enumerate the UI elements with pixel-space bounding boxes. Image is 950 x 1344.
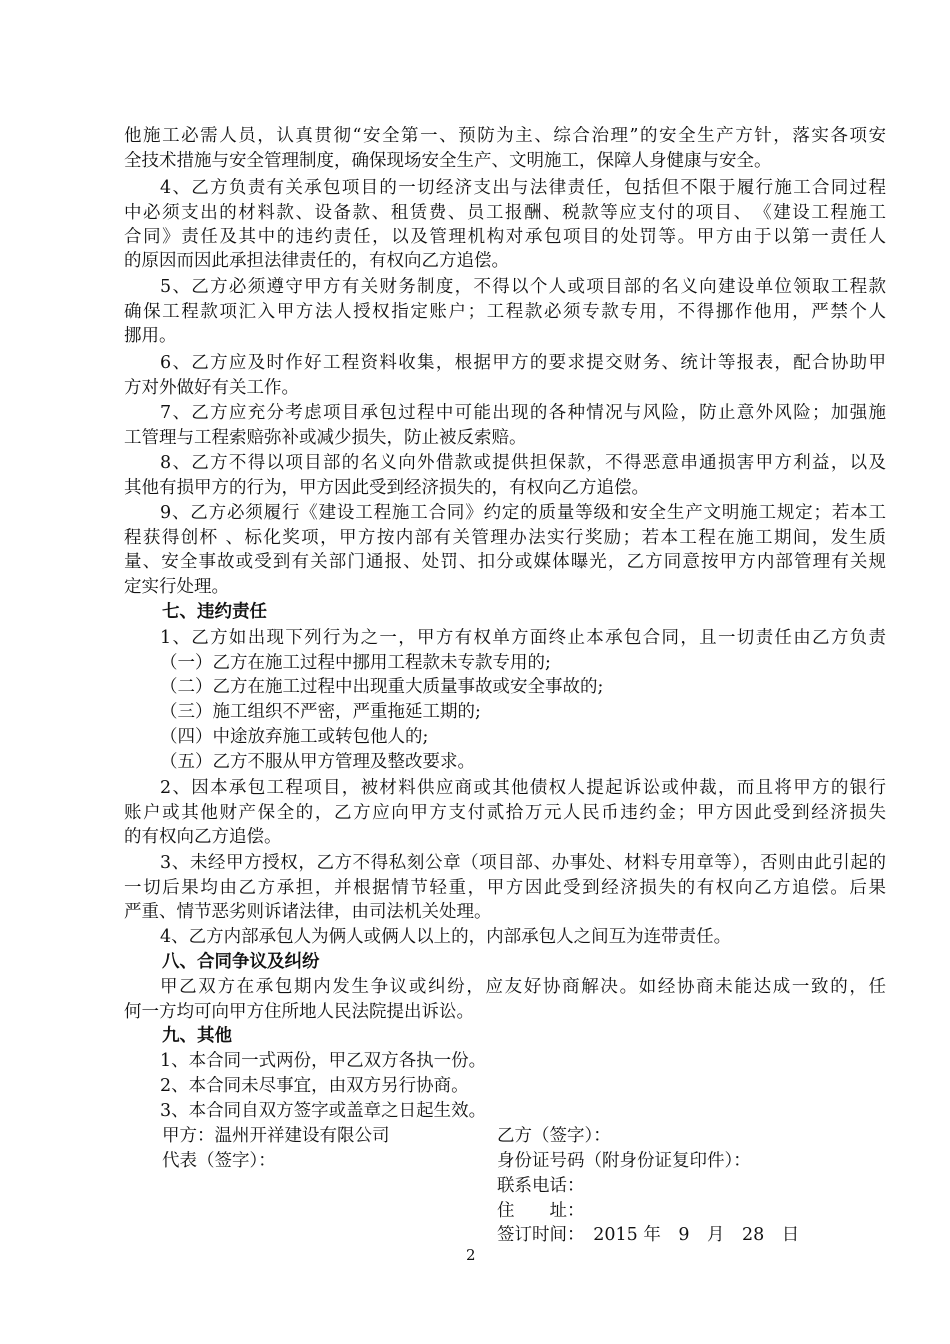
paragraph-line: 9、乙方必须履行《建设工程施工合同》约定的质量等级和安全生产文明施工规定；若本工: [160, 503, 886, 523]
phone-field: 联系电话：: [497, 1176, 585, 1196]
list-item: （三）施工组织不严密，严重拖延工期的;: [160, 702, 481, 722]
paragraph-line: 严重、情节恶劣则诉诸法律，由司法机关处理。: [124, 902, 492, 922]
paragraph-line: 甲乙双方在承包期内发生争议或纠纷，应友好协商解决。如经协商未能达成一致的，任: [160, 977, 886, 997]
paragraph-line: 他施工必需人员，认真贯彻“安全第一、预防为主、综合治理”的安全生产方针，落实各项安: [124, 126, 886, 146]
paragraph-line: 一切后果均由乙方承担，并根据情节轻重，甲方因此受到经济损失的有权向乙方追偿。后果: [124, 878, 886, 898]
paragraph-line: 其他有损甲方的行为，甲方因此受到经济损失的，有权向乙方追偿。: [124, 478, 649, 498]
paragraph-line: 8、乙方不得以项目部的名义向外借款或提供担保款，不得恶意串通损害甲方利益，以及: [160, 453, 886, 473]
paragraph-line: 确保工程款项汇入甲方法人授权指定账户；工程款必须专款专用，不得挪作他用，严禁个人: [124, 302, 886, 322]
section-heading: 八、合同争议及纠纷: [162, 952, 320, 972]
paragraph-line: 中必须支出的材料款、设备款、租赁费、员工报酬、税款等应支付的项目、 《建设工程施工: [124, 203, 886, 223]
paragraph-line: 程获得创杯 、标化奖项，甲方按内部有关管理办法实行奖励；若本工程在施工期间，发生质: [124, 528, 886, 548]
paragraph-line: 量、安全事故或受到有关部门通报、处罚、扣分或媒体曝光，乙方同意按甲方内部管理有关规: [124, 552, 886, 572]
paragraph-line: 4、乙方内部承包人为俩人或俩人以上的，内部承包人之间互为连带责任。: [160, 927, 732, 947]
section-heading: 七、违约责任: [162, 602, 267, 622]
paragraph-line: 7、乙方应充分考虑项目承包过程中可能出现的各种情况与风险，防止意外风险；加强施: [160, 403, 886, 423]
list-item: 1、本合同一式两份，甲乙双方各执一份。: [160, 1051, 487, 1071]
paragraph-line: 4、乙方负责有关承包项目的一切经济支出与法律责任，包括但不限于履行施工合同过程: [160, 178, 886, 198]
paragraph-line: 6、乙方应及时作好工程资料收集，根据甲方的要求提交财务、统计等报表，配合协助甲: [160, 353, 886, 373]
list-item: 3、本合同自双方签字或盖章之日起生效。: [160, 1101, 487, 1121]
signing-date: 签订时间： 2015 年 9 月 28 日: [497, 1225, 800, 1245]
id-number-field: 身份证号码（附身份证复印件）：: [497, 1151, 751, 1171]
paragraph-line: 挪用。: [124, 326, 177, 346]
paragraph-line: 全技术措施与安全管理制度，确保现场安全生产、文明施工，保障人身健康与安全。: [124, 151, 772, 171]
page-number: 2: [466, 1246, 476, 1264]
paragraph-line: 的原因而因此承担法律责任的，有权向乙方追偿。: [124, 251, 509, 271]
paragraph-line: 定实行处理。: [124, 577, 229, 597]
list-item: （四）中途放弃施工或转包他人的;: [160, 727, 429, 747]
list-item: （二）乙方在施工过程中出现重大质量事故或安全事故的;: [160, 677, 604, 697]
paragraph-line: 的有权向乙方追偿。: [124, 827, 282, 847]
party-a: 甲方：温州开祥建设有限公司: [162, 1126, 390, 1146]
list-item: （一）乙方在施工过程中挪用工程款未专款专用的;: [160, 653, 551, 673]
section-heading: 九、其他: [162, 1026, 232, 1046]
paragraph-line: 5、乙方必须遵守甲方有关财务制度，不得以个人或项目部的名义向建设单位领取工程款: [160, 277, 886, 297]
paragraph-line: 账户或其他财产保全的，乙方应向甲方支付贰拾万元人民币违约金；甲方因此受到经济损失: [124, 803, 886, 823]
list-item: （五）乙方不服从甲方管理及整改要求。: [160, 752, 475, 772]
party-a-representative: 代表（签字）：: [162, 1151, 276, 1171]
list-item: 2、本合同未尽事宜，由双方另行协商。: [160, 1076, 469, 1096]
paragraph-line: 1、乙方如出现下列行为之一，甲方有权单方面终止本承包合同，且一切责任由乙方负责: [160, 628, 886, 648]
paragraph-line: 工管理与工程索赔弥补或减少损失，防止被反索赔。: [124, 428, 527, 448]
paragraph-line: 2、因本承包工程项目，被材料供应商或其他债权人提起诉讼或仲裁，而且将甲方的银行: [160, 778, 886, 798]
paragraph-line: 方对外做好有关工作。: [124, 378, 299, 398]
paragraph-line: 何一方均可向甲方住所地人民法院提出诉讼。: [124, 1002, 474, 1022]
party-b: 乙方（签字）：: [497, 1126, 611, 1146]
address-field: 住 址：: [497, 1201, 585, 1221]
paragraph-line: 3、未经甲方授权，乙方不得私刻公章（项目部、办事处、材料专用章等），否则由此引起的: [160, 853, 886, 873]
paragraph-line: 合同》责任及其中的违约责任，以及管理机构对承包项目的处罚等。甲方由于以第一责任人: [124, 227, 886, 247]
